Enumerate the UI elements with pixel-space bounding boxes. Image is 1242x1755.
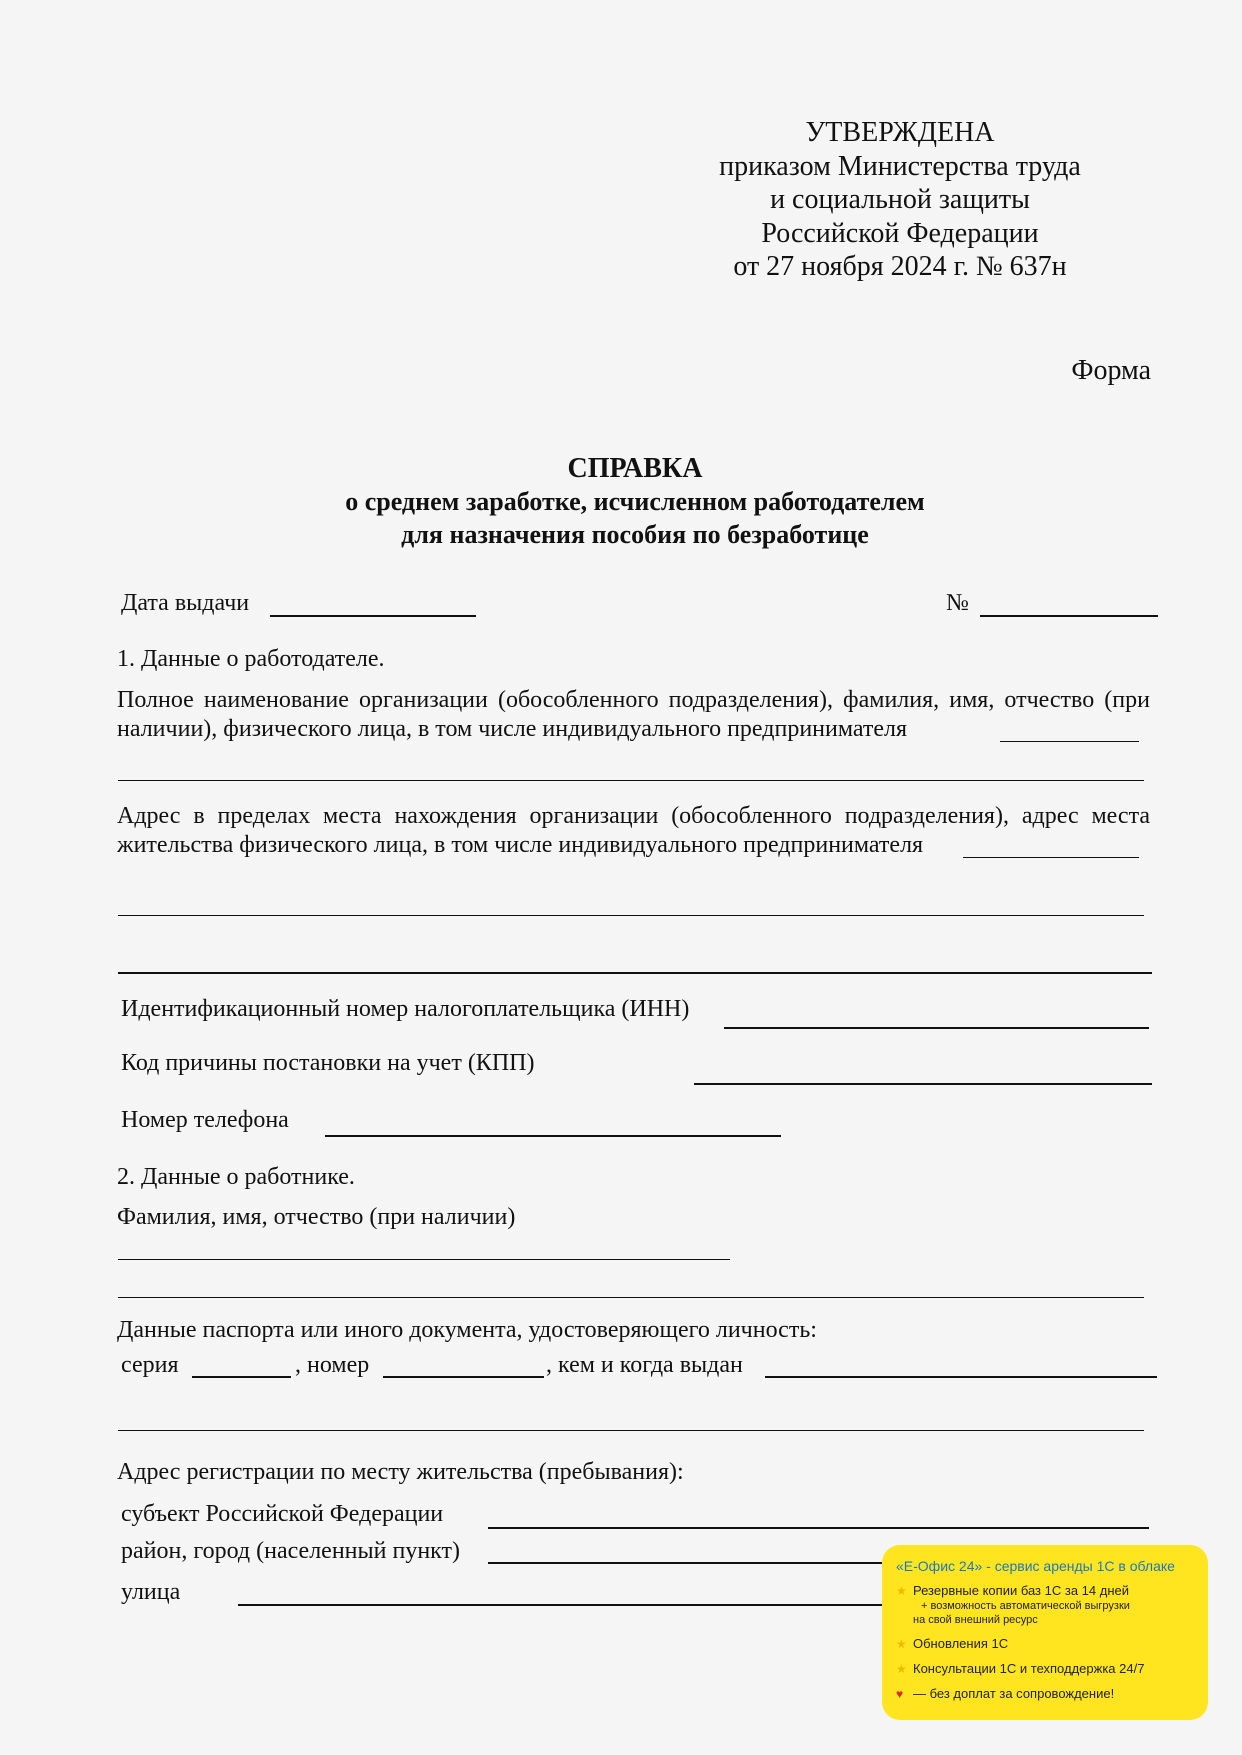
promo-item-sub: на свой внешний ресурс xyxy=(913,1614,1038,1626)
employer-address-field-1[interactable] xyxy=(118,915,1144,916)
employer-address-field-2[interactable] xyxy=(118,972,1152,974)
passport-series-label: серия xyxy=(121,1352,179,1378)
approval-order: приказом Министерства труда xyxy=(719,150,1081,182)
heart-icon: ♥ xyxy=(896,1687,904,1701)
approval-ministry: и социальной защиты xyxy=(770,184,1030,215)
issue-date-field[interactable] xyxy=(270,615,476,617)
promo-heading: «Е-Офис 24» - сервис аренды 1С в облаке xyxy=(896,1558,1175,1574)
employee-fio-field-2[interactable] xyxy=(118,1297,1144,1298)
phone-field[interactable] xyxy=(325,1135,781,1137)
title-sub-1: о среднем заработке, исчисленном работодателем xyxy=(345,487,925,516)
employer-heading: 1. Данные о работодателе. xyxy=(117,646,385,672)
district-field[interactable] xyxy=(488,1562,882,1564)
promo-item xyxy=(896,1686,1194,1702)
employer-name-label: Полное наименование организации (обособленного подразделения), фамилия, имя, отчество (при наличии), физического лица, в том числе индивидуального предпринимателя xyxy=(117,687,1150,742)
passport-issued-label: , кем и когда выдан xyxy=(546,1352,743,1378)
passport-label: Данные паспорта или иного документа, удостоверяющего личность: xyxy=(117,1317,817,1343)
form-label: Форма xyxy=(1071,355,1151,386)
employer-name-field-inline[interactable] xyxy=(1000,741,1139,742)
passport-number-field[interactable] xyxy=(383,1376,544,1378)
promo-banner[interactable] xyxy=(882,1545,1208,1720)
promo-item xyxy=(896,1583,1194,1627)
promo-item-text: Консультации 1С и техподдержка 24/7 xyxy=(913,1661,1145,1676)
issue-number-label: № xyxy=(946,590,969,616)
employer-address-field-inline[interactable] xyxy=(963,857,1139,858)
star-icon: ★ xyxy=(896,1584,907,1598)
registration-address-label: Адрес регистрации по месту жительства (пребывания): xyxy=(117,1459,684,1485)
passport-number-label: , номер xyxy=(295,1352,370,1378)
inn-field[interactable] xyxy=(724,1027,1149,1029)
star-icon: ★ xyxy=(896,1637,907,1651)
promo-item-text: Обновления 1С xyxy=(913,1636,1009,1651)
promo-item-sub: + возможность автоматической выгрузки xyxy=(921,1600,1130,1612)
approval-block xyxy=(640,116,1160,284)
phone-label: Номер телефона xyxy=(121,1107,289,1133)
employee-fio-label: Фамилия, имя, отчество (при наличии) xyxy=(117,1204,516,1230)
kpp-field[interactable] xyxy=(694,1083,1152,1085)
star-icon: ★ xyxy=(896,1662,907,1676)
employer-name-field[interactable] xyxy=(118,780,1144,781)
street-field[interactable] xyxy=(238,1604,882,1606)
subject-field[interactable] xyxy=(488,1527,1149,1529)
issue-date-label: Дата выдачи xyxy=(121,590,250,616)
street-label: улица xyxy=(121,1579,181,1605)
employer-address-label: Адрес в пределах места нахождения организации (обособленного подразделения), адрес места жительства физического лица, в том числе индивидуального предпринимателя xyxy=(117,803,1150,858)
approval-title: УТВЕРЖДЕНА xyxy=(805,117,995,148)
title-sub-2: для назначения пособия по безработице xyxy=(401,520,869,549)
district-label: район, город (населенный пункт) xyxy=(121,1538,460,1564)
issue-number-field[interactable] xyxy=(980,615,1158,617)
employee-fio-field-1[interactable] xyxy=(118,1259,730,1260)
passport-issued-field-2[interactable] xyxy=(118,1430,1144,1431)
employee-heading: 2. Данные о работнике. xyxy=(117,1164,355,1190)
inn-label: Идентификационный номер налогоплательщика (ИНН) xyxy=(121,996,690,1022)
promo-item xyxy=(896,1661,1194,1677)
passport-issued-field[interactable] xyxy=(765,1376,1157,1378)
document-title xyxy=(0,452,1242,551)
promo-item-text: Резервные копии баз 1С за 14 дней xyxy=(913,1583,1129,1598)
promo-item-text: — без доплат за сопровождение! xyxy=(913,1686,1115,1701)
subject-label: субъект Российской Федерации xyxy=(121,1501,444,1527)
promo-item xyxy=(896,1636,1194,1652)
approval-date: от 27 ноября 2024 г. № 637н xyxy=(733,251,1067,282)
title-main: СПРАВКА xyxy=(567,453,703,484)
approval-country: Российской Федерации xyxy=(761,217,1039,249)
passport-series-field[interactable] xyxy=(192,1376,291,1378)
kpp-label: Код причины постановки на учет (КПП) xyxy=(121,1050,535,1076)
